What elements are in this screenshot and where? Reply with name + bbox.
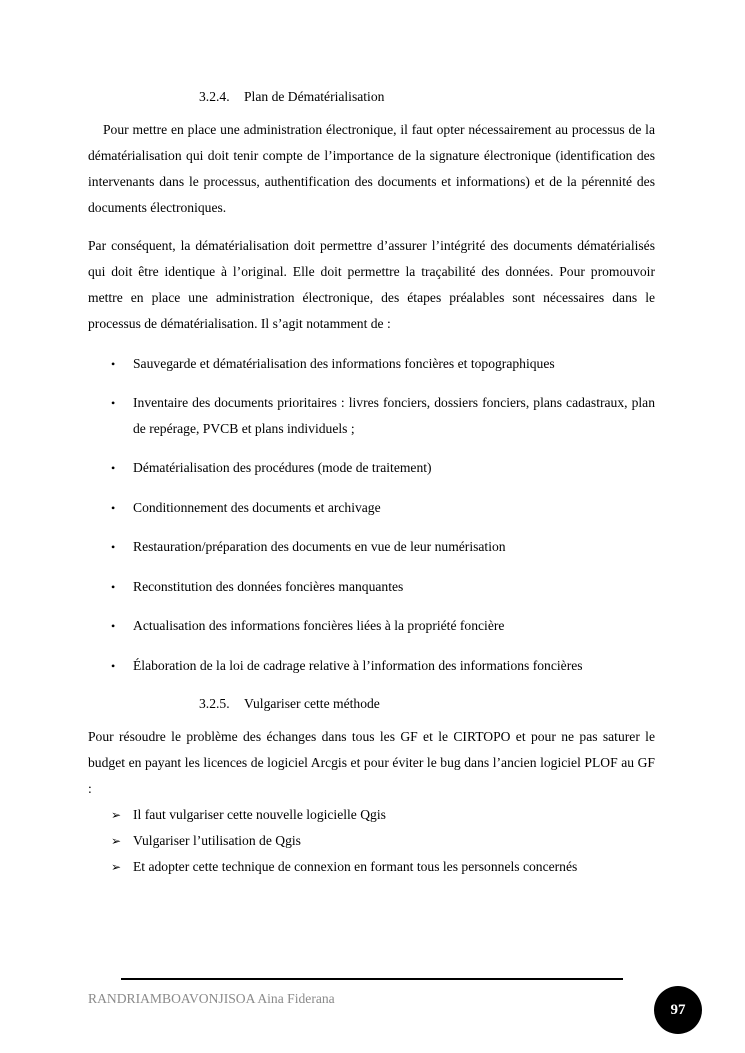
list-item [111, 613, 655, 639]
list-item-text: Et adopter cette technique de connexion en formant tous les personnels concernés [133, 859, 578, 874]
list-item-text: Sauvegarde et dématérialisation des informations foncières et topographiques [133, 356, 555, 371]
section-number: 3.2.4. [199, 89, 230, 104]
bullet-icon: • [111, 396, 116, 410]
list-item [111, 495, 655, 521]
list-item-text: Inventaire des documents prioritaires : livres fonciers, dossiers fonciers, plans cadastraux, plan de repérage, PVCB et plans individuels ; [133, 395, 655, 436]
list-item [111, 574, 655, 600]
list-item [111, 390, 655, 442]
bullet-icon: • [111, 580, 116, 594]
list-item [111, 854, 655, 880]
section-title: Plan de Dématérialisation [244, 89, 385, 104]
page-number-badge: 97 [654, 986, 702, 1034]
list-item [111, 802, 655, 828]
list-item-text: Élaboration de la loi de cadrage relative à l’information des informations foncières [133, 658, 583, 673]
footer-author: RANDRIAMBOAVONJISOA Aina Fiderana [88, 991, 335, 1006]
bullet-icon: • [111, 357, 116, 371]
list-item-text: Reconstitution des données foncières manquantes [133, 579, 404, 594]
list-item-text: Actualisation des informations foncières liées à la propriété foncière [133, 618, 505, 633]
bullet-icon: • [111, 501, 116, 515]
list-item-text: Dématérialisation des procédures (mode de traitement) [133, 460, 432, 475]
list-item [111, 828, 655, 854]
footer-divider [121, 978, 623, 980]
bullet-icon: • [111, 619, 116, 633]
paragraph-intro: Pour mettre en place une administration électronique, il faut opter nécessairement au processus de la dématérialisation qui doit tenir compte de l’importance de la signature électronique (identification des intervenants dans le processus, authentification des documents et informations) et de la pérennité des documents électroniques. [88, 122, 655, 215]
list-item-text: Vulgariser l’utilisation de Qgis [133, 833, 301, 848]
arrow-bullet-icon: ➢ [111, 834, 122, 848]
list-item [111, 534, 655, 560]
list-item [111, 653, 655, 679]
list-item-text: Conditionnement des documents et archivage [133, 500, 381, 515]
list-item [111, 351, 655, 377]
list-item-text: Restauration/préparation des documents en vue de leur numérisation [133, 539, 506, 554]
bullet-icon: • [111, 659, 116, 673]
paragraph-consequence: Par conséquent, la dématérialisation doit permettre d’assurer l’intégrité des documents dématérialisés qui doit être identique à l’original. Elle doit permettre la traçabilité des données. Pour promouvoir mettre en place une administration électronique, des étapes préalables sont nécessaires dans le processus de dématérialisation. Il s’agit notamment de : [88, 238, 655, 331]
bullet-icon: • [111, 461, 116, 475]
bullet-icon: • [111, 540, 116, 554]
list-item-text: Il faut vulgariser cette nouvelle logicielle Qgis [133, 807, 386, 822]
arrow-bullet-icon: ➢ [111, 860, 122, 874]
arrow-bullet-icon: ➢ [111, 808, 122, 822]
section-heading-3-2-5 [199, 695, 380, 713]
section-number: 3.2.5. [199, 696, 230, 711]
paragraph-problem: Pour résoudre le problème des échanges dans tous les GF et le CIRTOPO et pour ne pas saturer le budget en payant les licences de logiciel Arcgis et pour éviter le bug dans l’ancien logiciel PLOF au GF : [88, 729, 655, 796]
list-item [111, 455, 655, 481]
section-title: Vulgariser cette méthode [244, 696, 380, 711]
section-heading-3-2-4 [199, 88, 384, 106]
